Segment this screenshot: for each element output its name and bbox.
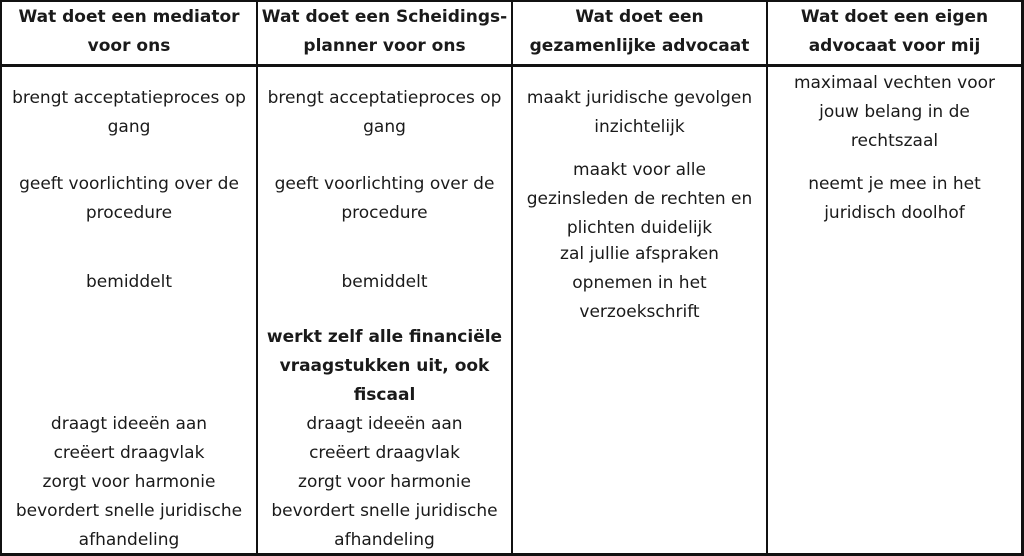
cell-text: geeft voorlichting over de xyxy=(19,174,239,194)
cell-text: maximaal vechten voor xyxy=(793,73,996,93)
cell-text: procedure xyxy=(341,203,428,223)
cell-text: zorgt voor harmonie xyxy=(298,472,471,492)
cell-text: rechtszaal xyxy=(850,131,939,151)
cell-text: gezinsleden de rechten en xyxy=(526,189,753,209)
header-gezamenlijke-line2: gezamenlijke advocaat xyxy=(529,36,750,56)
header-eigen-line1: Wat doet een eigen xyxy=(800,7,989,27)
column-eigen-advocaat xyxy=(768,67,1021,553)
header-gezamenlijke-line1: Wat doet een xyxy=(575,7,704,27)
cell-text: jouw belang in de xyxy=(819,102,970,122)
cell-text: bevordert snelle juridische xyxy=(271,501,498,521)
cell-text: geeft voorlichting over de xyxy=(274,174,495,194)
header-mediator-line1: Wat doet een mediator xyxy=(18,7,240,27)
cell-text: draagt ideeën aan xyxy=(50,414,208,434)
cell-text: verzoekschrift xyxy=(579,302,700,322)
cell-text: maakt voor alle xyxy=(573,160,706,180)
cell-text: plichten duidelijk xyxy=(566,218,713,238)
cell-text: juridisch doolhof xyxy=(824,203,965,223)
cell-text: maakt juridische gevolgen xyxy=(526,88,753,108)
cell-text: zorgt voor harmonie xyxy=(42,472,216,492)
cell-text: zal jullie afspraken xyxy=(560,244,719,264)
cell-text: procedure xyxy=(85,203,173,223)
cell-text: creëert draagvlak xyxy=(53,443,205,463)
cell-text: afhandeling xyxy=(78,530,180,550)
cell-text-bold: fiscaal xyxy=(353,385,416,405)
cell-text: draagt ideeën aan xyxy=(306,414,463,434)
header-eigen-advocaat xyxy=(768,2,1021,64)
cell-text: bemiddelt xyxy=(86,272,172,292)
cell-text: brengt acceptatieproces op xyxy=(12,88,246,108)
cell-text-bold: werkt zelf alle financiële xyxy=(266,327,503,347)
cell-text-bold: vraagstukken uit, ook xyxy=(279,356,490,376)
cell-text: gang xyxy=(363,117,406,137)
header-eigen-line2: advocaat voor mij xyxy=(808,36,981,56)
header-scheidingsplanner-line1: Wat doet een Scheidings- xyxy=(261,7,508,27)
cell-text: bevordert snelle juridische xyxy=(15,501,243,521)
cell-text: opnemen in het xyxy=(572,273,707,293)
column-mediator xyxy=(2,67,256,553)
cell-text: inzichtelijk xyxy=(594,117,685,137)
header-scheidingsplanner-line2: planner voor ons xyxy=(303,36,466,56)
cell-text: neemt je mee in het xyxy=(808,174,981,194)
header-gezamenlijke-advocaat xyxy=(513,2,766,64)
cell-text: bemiddelt xyxy=(341,272,428,292)
cell-text: creëert draagvlak xyxy=(309,443,460,463)
column-gezamenlijke-advocaat xyxy=(513,67,766,553)
cell-text: afhandeling xyxy=(334,530,435,550)
header-mediator xyxy=(2,2,256,64)
cell-text: brengt acceptatieproces op xyxy=(267,88,502,108)
header-scheidingsplanner xyxy=(258,2,511,64)
column-scheidingsplanner xyxy=(258,67,511,553)
cell-text: gang xyxy=(107,117,151,137)
header-mediator-line2: voor ons xyxy=(87,36,171,56)
